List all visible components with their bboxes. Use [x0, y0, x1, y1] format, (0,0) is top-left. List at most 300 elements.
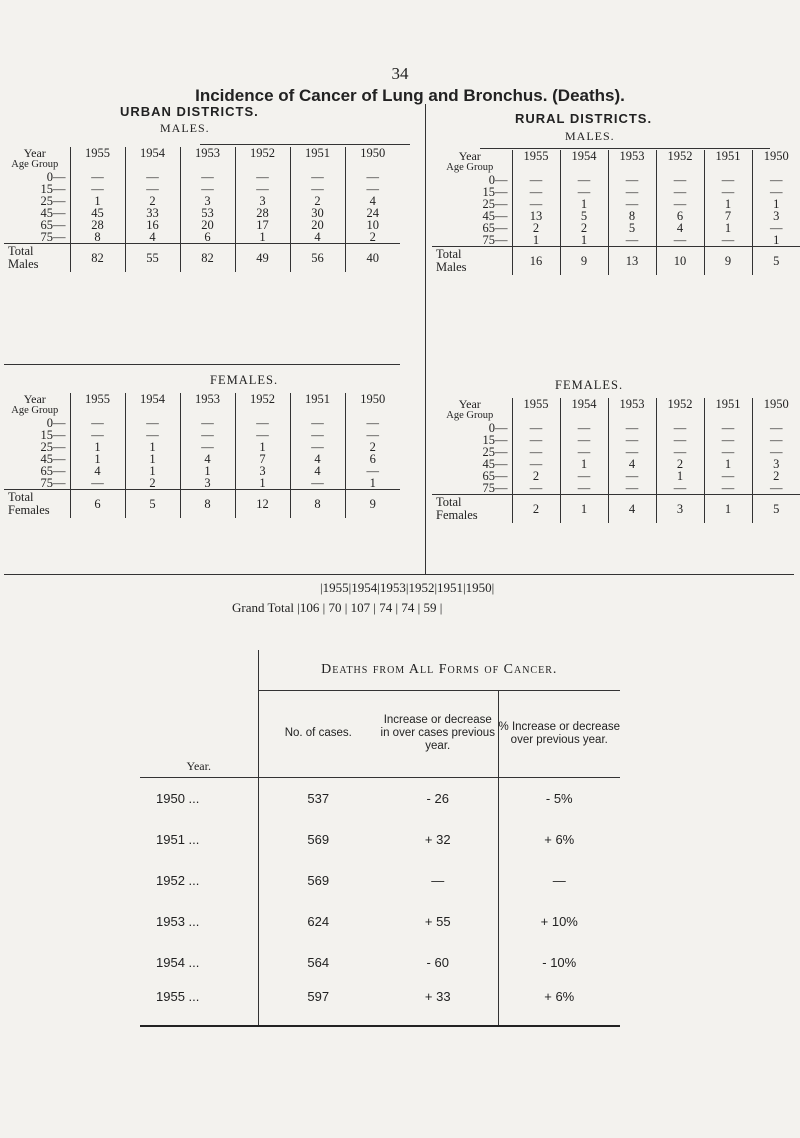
grand-total-year: 1952: [408, 580, 435, 595]
value-cell: —: [560, 434, 608, 446]
year-age-group-label: [4, 393, 70, 417]
value-cell: 4: [608, 458, 656, 470]
value-cell: 2: [290, 195, 345, 207]
value-cell: 45: [70, 207, 125, 219]
age-group-cell: 65—: [482, 221, 508, 235]
year-header: 1954: [125, 147, 180, 171]
value-cell: —: [512, 482, 560, 495]
col-year-header: Year.: [140, 691, 258, 778]
value-cell: —: [70, 417, 125, 429]
cancer-cases-cell: 537: [258, 777, 378, 819]
header-row: [4, 147, 400, 171]
total-row: [432, 247, 800, 276]
value-cell: 1: [512, 234, 560, 247]
value-cell: —: [512, 174, 560, 186]
grand-total-year: 1955: [322, 580, 349, 595]
value-cell: —: [752, 482, 800, 495]
value-cell: —: [608, 434, 656, 446]
value-cell: —: [70, 183, 125, 195]
value-cell: 2: [125, 195, 180, 207]
value-cell: 1: [560, 234, 608, 247]
cancer-change-cell: - 60: [426, 954, 449, 970]
col-pct-header: % Increase or decrease over previous year.: [498, 691, 620, 778]
value-cell: —: [752, 434, 800, 446]
grand-total-row: [232, 600, 442, 616]
rural-districts-heading: RURAL DISTRICTS.: [515, 111, 653, 126]
year-header: 1952: [656, 150, 704, 174]
value-cell: 1: [70, 441, 125, 453]
age-group-cell: 25—: [40, 440, 66, 454]
value-cell: —: [290, 477, 345, 490]
total-label: [432, 495, 512, 524]
total-cell: 40: [345, 244, 400, 273]
value-cell: —: [704, 422, 752, 434]
year-header: 1955: [70, 393, 125, 417]
value-cell: —: [345, 429, 400, 441]
cancer-pct-cell: - 10%: [498, 942, 620, 983]
value-cell: —: [560, 422, 608, 434]
value-cell: —: [345, 183, 400, 195]
value-cell: 2: [560, 222, 608, 234]
value-cell: 17: [235, 219, 290, 231]
value-cell: —: [560, 174, 608, 186]
age-group-cell: 15—: [40, 182, 66, 196]
rural-males-table: [432, 150, 800, 275]
cancer-pct-cell: + 6%: [498, 819, 620, 860]
year-header: 1951: [290, 147, 345, 171]
cancer-cases-cell: 624: [258, 901, 378, 942]
cancer-cases-cell: 569: [258, 860, 378, 901]
value-cell: —: [512, 458, 560, 470]
value-cell: 2: [345, 441, 400, 453]
value-cell: —: [290, 183, 345, 195]
value-cell: —: [656, 482, 704, 495]
age-group-cell: 75—: [482, 481, 508, 495]
header-row: [432, 398, 800, 422]
age-group-cell: 75—: [40, 230, 66, 244]
value-cell: 1: [345, 477, 400, 490]
urban-males-bottom-rule: [4, 364, 400, 365]
year-header: 1950: [345, 147, 400, 171]
value-cell: 1: [560, 198, 608, 210]
value-cell: —: [180, 171, 235, 183]
age-group-label: Age Group: [11, 159, 59, 170]
value-cell: 20: [290, 219, 345, 231]
value-cell: 4: [290, 231, 345, 244]
value-cell: 6: [180, 231, 235, 244]
age-group-cell: 15—: [482, 185, 508, 199]
total-label-line2: Males: [436, 260, 467, 274]
year-header: 1952: [235, 393, 290, 417]
year-label: Year: [23, 146, 46, 160]
value-cell: 4: [290, 453, 345, 465]
value-cell: —: [608, 174, 656, 186]
value-cell: —: [70, 171, 125, 183]
header-row: [4, 393, 400, 417]
age-group-cell: 45—: [482, 457, 508, 471]
rural-males-heading: MALES.: [565, 129, 615, 143]
total-cell: 3: [656, 495, 704, 524]
value-cell: 53: [180, 207, 235, 219]
value-cell: 7: [704, 210, 752, 222]
value-cell: 7: [235, 453, 290, 465]
cancer-year-cell: 1952 ...: [156, 872, 200, 888]
cancer-pct-cell: - 5%: [498, 777, 620, 819]
value-cell: —: [560, 482, 608, 495]
value-cell: —: [704, 434, 752, 446]
value-cell: 1: [704, 458, 752, 470]
grand-total-values: |106 | 70 | 107 | 74 | 74 | 59 |: [297, 600, 443, 615]
cancer-cases-cell: 569: [258, 819, 378, 860]
value-cell: —: [512, 198, 560, 210]
age-group-cell: 15—: [482, 433, 508, 447]
value-cell: 4: [656, 222, 704, 234]
value-cell: 1: [70, 195, 125, 207]
grand-total-label: Grand Total: [232, 600, 295, 615]
total-cell: 49: [235, 244, 290, 273]
value-cell: —: [125, 183, 180, 195]
value-cell: —: [752, 222, 800, 234]
value-cell: 2: [512, 222, 560, 234]
grand-total-value: 74: [379, 600, 393, 615]
value-cell: —: [235, 429, 290, 441]
year-header: 1950: [752, 150, 800, 174]
age-group-cell: 45—: [40, 206, 66, 220]
value-cell: 3: [180, 195, 235, 207]
year-header: 1953: [180, 393, 235, 417]
grand-total-value: 59: [423, 600, 437, 615]
value-cell: —: [704, 470, 752, 482]
cancer-row: [140, 777, 620, 819]
value-cell: —: [290, 171, 345, 183]
value-cell: —: [290, 417, 345, 429]
year-age-group-label: [432, 398, 512, 422]
value-cell: 1: [70, 453, 125, 465]
total-row: [432, 495, 800, 524]
total-cell: 16: [512, 247, 560, 276]
value-cell: —: [560, 470, 608, 482]
total-row: [4, 244, 400, 273]
value-cell: 3: [752, 210, 800, 222]
value-cell: 30: [290, 207, 345, 219]
value-cell: 5: [560, 210, 608, 222]
cancer-year-cell: 1955 ...: [140, 983, 258, 1026]
value-cell: —: [345, 171, 400, 183]
urban-top-rule: [200, 144, 410, 145]
value-cell: 28: [235, 207, 290, 219]
value-cell: —: [752, 446, 800, 458]
total-label-line2: Females: [8, 503, 50, 517]
value-cell: —: [656, 174, 704, 186]
value-cell: 1: [752, 198, 800, 210]
cancer-pct-cell: —: [498, 860, 620, 901]
age-group-cell: 0—: [46, 416, 66, 430]
value-cell: —: [656, 434, 704, 446]
value-cell: —: [608, 198, 656, 210]
value-cell: 4: [125, 231, 180, 244]
age-group-cell: 15—: [40, 428, 66, 442]
age-group-cell: 65—: [40, 464, 66, 478]
value-cell: —: [512, 422, 560, 434]
total-cell: 1: [560, 495, 608, 524]
cancer-pct-cell: + 6%: [498, 983, 620, 1026]
age-group-cell: 75—: [482, 233, 508, 247]
value-cell: —: [608, 234, 656, 247]
age-group-cell: 0—: [46, 170, 66, 184]
value-cell: —: [656, 186, 704, 198]
value-cell: 1: [125, 465, 180, 477]
value-cell: —: [752, 422, 800, 434]
value-cell: 3: [752, 458, 800, 470]
cancer-year-cell: 1950 ...: [156, 790, 200, 806]
total-cell: 9: [560, 247, 608, 276]
cancer-row: [140, 901, 620, 942]
total-cell: 55: [125, 244, 180, 273]
year-header: 1955: [512, 398, 560, 422]
value-cell: —: [512, 446, 560, 458]
cancer-year-cell: 1953 ...: [156, 913, 200, 929]
value-cell: —: [235, 417, 290, 429]
value-cell: 16: [125, 219, 180, 231]
value-cell: —: [656, 234, 704, 247]
value-cell: —: [235, 171, 290, 183]
value-cell: —: [560, 186, 608, 198]
page-number: 34: [391, 64, 409, 83]
total-label-line1: Total: [436, 495, 462, 509]
total-cell: 9: [704, 247, 752, 276]
year-label: Year: [23, 392, 46, 406]
value-cell: —: [345, 417, 400, 429]
year-header: 1955: [70, 147, 125, 171]
all-cancer-table: [140, 650, 620, 1027]
total-cell: 4: [608, 495, 656, 524]
header-row: [432, 150, 800, 174]
center-divider: [425, 104, 426, 574]
value-cell: —: [125, 429, 180, 441]
value-cell: 8: [70, 231, 125, 244]
value-cell: —: [704, 186, 752, 198]
cancer-change-cell: + 55: [424, 913, 451, 929]
value-cell: —: [290, 441, 345, 453]
year-header: 1953: [608, 150, 656, 174]
total-cell: 1: [704, 495, 752, 524]
year-header: 1954: [560, 398, 608, 422]
cancer-row: [140, 860, 620, 901]
total-row: [4, 490, 400, 519]
year-header: 1952: [656, 398, 704, 422]
total-label-line1: Total: [436, 247, 462, 261]
value-cell: —: [608, 446, 656, 458]
cancer-row: [140, 942, 620, 983]
total-cell: 9: [345, 490, 400, 519]
grand-total-year: 1950: [465, 580, 492, 595]
value-cell: —: [656, 446, 704, 458]
grand-total-value: 70: [328, 600, 342, 615]
value-cell: 2: [345, 231, 400, 244]
total-label: [4, 244, 70, 273]
value-cell: —: [180, 417, 235, 429]
value-cell: 4: [290, 465, 345, 477]
value-cell: 1: [180, 465, 235, 477]
total-label: [432, 247, 512, 276]
value-cell: 3: [235, 195, 290, 207]
year-header: 1951: [704, 150, 752, 174]
value-cell: —: [560, 446, 608, 458]
value-cell: —: [180, 441, 235, 453]
value-cell: —: [290, 429, 345, 441]
age-group-cell: 25—: [482, 445, 508, 459]
grand-total-year: 1951: [437, 580, 464, 595]
year-header: 1951: [290, 393, 345, 417]
value-cell: 1: [704, 222, 752, 234]
total-cell: 2: [512, 495, 560, 524]
value-cell: 1: [235, 231, 290, 244]
rural-females-table: [432, 398, 800, 523]
age-row: [4, 231, 400, 244]
total-cell: 6: [70, 490, 125, 519]
value-cell: 3: [235, 465, 290, 477]
value-cell: 1: [125, 441, 180, 453]
value-cell: 1: [560, 458, 608, 470]
value-cell: —: [180, 429, 235, 441]
value-cell: 6: [345, 453, 400, 465]
total-cell: 12: [235, 490, 290, 519]
value-cell: 6: [656, 210, 704, 222]
age-row: [432, 234, 800, 247]
total-cell: 5: [125, 490, 180, 519]
value-cell: 24: [345, 207, 400, 219]
urban-females-heading: FEMALES.: [210, 373, 279, 387]
total-cell: 5: [752, 247, 800, 276]
value-cell: 2: [656, 458, 704, 470]
total-cell: 82: [70, 244, 125, 273]
year-header: 1950: [345, 393, 400, 417]
value-cell: —: [608, 482, 656, 495]
grand-total-value: 106: [299, 600, 320, 615]
age-group-label: Age Group: [11, 405, 59, 416]
all-cancer-title: Deaths from All Forms of Cancer.: [258, 650, 620, 691]
total-cell: 13: [608, 247, 656, 276]
value-cell: —: [704, 174, 752, 186]
value-cell: 1: [125, 453, 180, 465]
value-cell: 1: [704, 198, 752, 210]
value-cell: —: [752, 174, 800, 186]
value-cell: 13: [512, 210, 560, 222]
value-cell: —: [70, 429, 125, 441]
total-cell: 82: [180, 244, 235, 273]
value-cell: —: [704, 234, 752, 247]
year-age-group-label: [4, 147, 70, 171]
value-cell: —: [656, 198, 704, 210]
cancer-change-cell: + 32: [424, 831, 451, 847]
year-age-group-label: [432, 150, 512, 174]
cancer-row: [140, 983, 620, 1026]
value-cell: 4: [70, 465, 125, 477]
section-rule: [4, 574, 794, 575]
value-cell: 3: [180, 477, 235, 490]
value-cell: 1: [752, 234, 800, 247]
value-cell: 10: [345, 219, 400, 231]
total-cell: 8: [180, 490, 235, 519]
value-cell: —: [180, 183, 235, 195]
cancer-cases-cell: 564: [258, 942, 378, 983]
urban-districts-heading: URBAN DISTRICTS.: [120, 104, 259, 119]
year-header: 1954: [560, 150, 608, 174]
value-cell: 20: [180, 219, 235, 231]
value-cell: 2: [752, 470, 800, 482]
year-label: Year: [458, 397, 481, 411]
cancer-change-cell: - 26: [426, 790, 449, 806]
value-cell: 33: [125, 207, 180, 219]
value-cell: —: [752, 186, 800, 198]
age-group-cell: 75—: [40, 476, 66, 490]
age-group-cell: 25—: [40, 194, 66, 208]
value-cell: 1: [235, 441, 290, 453]
year-header: 1955: [512, 150, 560, 174]
value-cell: 28: [70, 219, 125, 231]
total-label-line2: Males: [8, 257, 39, 271]
total-cell: 10: [656, 247, 704, 276]
total-cell: 5: [752, 495, 800, 524]
grand-total-value: 107: [350, 600, 371, 615]
value-cell: —: [235, 183, 290, 195]
value-cell: —: [608, 422, 656, 434]
age-group-cell: 0—: [488, 421, 508, 435]
value-cell: —: [608, 470, 656, 482]
age-group-cell: 25—: [482, 197, 508, 211]
age-group-cell: 45—: [482, 209, 508, 223]
value-cell: 1: [656, 470, 704, 482]
total-cell: 56: [290, 244, 345, 273]
value-cell: —: [656, 422, 704, 434]
total-cell: 8: [290, 490, 345, 519]
urban-females-table: [4, 393, 400, 518]
page-title: Incidence of Cancer of Lung and Bronchus. (Deaths).: [195, 86, 625, 105]
total-label-line2: Females: [436, 508, 478, 522]
value-cell: 8: [608, 210, 656, 222]
age-row: [4, 477, 400, 490]
value-cell: 5: [608, 222, 656, 234]
grand-total-years: |1955|1954|1953|1952|1951|1950|: [320, 580, 495, 595]
total-label-line1: Total: [8, 244, 34, 258]
value-cell: —: [512, 186, 560, 198]
value-cell: —: [704, 482, 752, 495]
total-label: [4, 490, 70, 519]
total-label-line1: Total: [8, 490, 34, 504]
value-cell: —: [125, 417, 180, 429]
col-cases-header: No. of cases.: [258, 691, 378, 778]
age-group-cell: 65—: [40, 218, 66, 232]
age-group-cell: 65—: [482, 469, 508, 483]
value-cell: 2: [512, 470, 560, 482]
value-cell: 4: [345, 195, 400, 207]
cancer-change-cell: —: [431, 872, 445, 888]
value-cell: —: [512, 434, 560, 446]
cancer-pct-cell: + 10%: [498, 901, 620, 942]
age-group-cell: 0—: [488, 173, 508, 187]
cancer-year-cell: 1954 ...: [156, 954, 200, 970]
year-label: Year: [458, 149, 481, 163]
year-header: 1952: [235, 147, 290, 171]
grand-total-year: 1954: [351, 580, 378, 595]
cancer-year-cell: 1951 ...: [156, 831, 200, 847]
year-header: 1953: [608, 398, 656, 422]
grand-total-value: 74: [401, 600, 415, 615]
value-cell: 1: [235, 477, 290, 490]
cancer-row: [140, 819, 620, 860]
value-cell: —: [704, 446, 752, 458]
year-header: 1950: [752, 398, 800, 422]
